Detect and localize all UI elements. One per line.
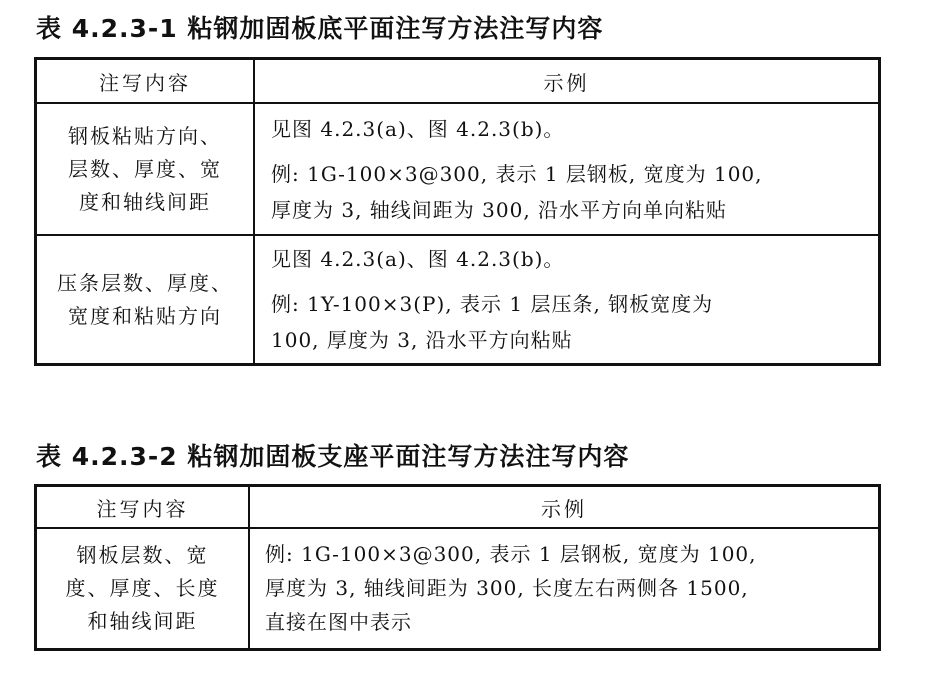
table-row bbox=[37, 104, 878, 234]
content-line: 度和轴线间距 bbox=[79, 189, 211, 214]
row-content-cell bbox=[37, 104, 253, 234]
content-line: 和轴线间距 bbox=[87, 609, 198, 633]
row-content-cell bbox=[37, 529, 248, 648]
example-line: 见图 4.2.3(a)、图 4.2.3(b)。 bbox=[271, 117, 565, 141]
content-line: 宽度和粘贴方向 bbox=[68, 303, 222, 328]
content-line: 压条层数、厚度、 bbox=[57, 270, 233, 295]
row-example-cell bbox=[271, 244, 871, 358]
table-row bbox=[37, 236, 878, 363]
example-line: 直接在图中表示 bbox=[265, 610, 412, 634]
example-line: 例: 1Y-100×3(P), 表示 1 层压条, 钢板宽度为 bbox=[271, 292, 714, 316]
header-example: 示例 bbox=[541, 496, 587, 521]
row-example-cell bbox=[271, 114, 871, 228]
table1-header-row bbox=[37, 60, 878, 102]
header-example: 示例 bbox=[543, 70, 590, 95]
row-content-cell bbox=[37, 236, 253, 363]
content-line: 钢板粘贴方向、 bbox=[68, 123, 222, 148]
table-row bbox=[37, 529, 878, 648]
table2 bbox=[34, 484, 881, 651]
example-line: 厚度为 3, 轴线间距为 300, 沿水平方向单向粘贴 bbox=[271, 198, 728, 222]
example-line: 见图 4.2.3(a)、图 4.2.3(b)。 bbox=[271, 247, 565, 271]
example-line: 100, 厚度为 3, 沿水平方向粘贴 bbox=[271, 328, 573, 352]
table2-header-row bbox=[37, 487, 878, 527]
content-line: 度、厚度、长度 bbox=[65, 576, 220, 600]
table1 bbox=[34, 57, 881, 366]
header-content: 注写内容 bbox=[96, 496, 189, 521]
table1-caption: 表 4.2.3-1 粘钢加固板底平面注写方法注写内容 bbox=[36, 14, 604, 43]
row-example-cell bbox=[265, 537, 870, 639]
header-content: 注写内容 bbox=[99, 70, 191, 95]
content-line: 层数、厚度、宽 bbox=[68, 156, 222, 181]
table2-caption: 表 4.2.3-2 粘钢加固板支座平面注写方法注写内容 bbox=[36, 442, 630, 471]
example-line: 例: 1G-100×3@300, 表示 1 层钢板, 宽度为 100, bbox=[265, 542, 757, 566]
example-line: 厚度为 3, 轴线间距为 300, 长度左右两侧各 1500, bbox=[265, 576, 749, 600]
content-line: 钢板层数、宽 bbox=[76, 543, 209, 567]
example-line: 例: 1G-100×3@300, 表示 1 层钢板, 宽度为 100, bbox=[271, 162, 763, 186]
